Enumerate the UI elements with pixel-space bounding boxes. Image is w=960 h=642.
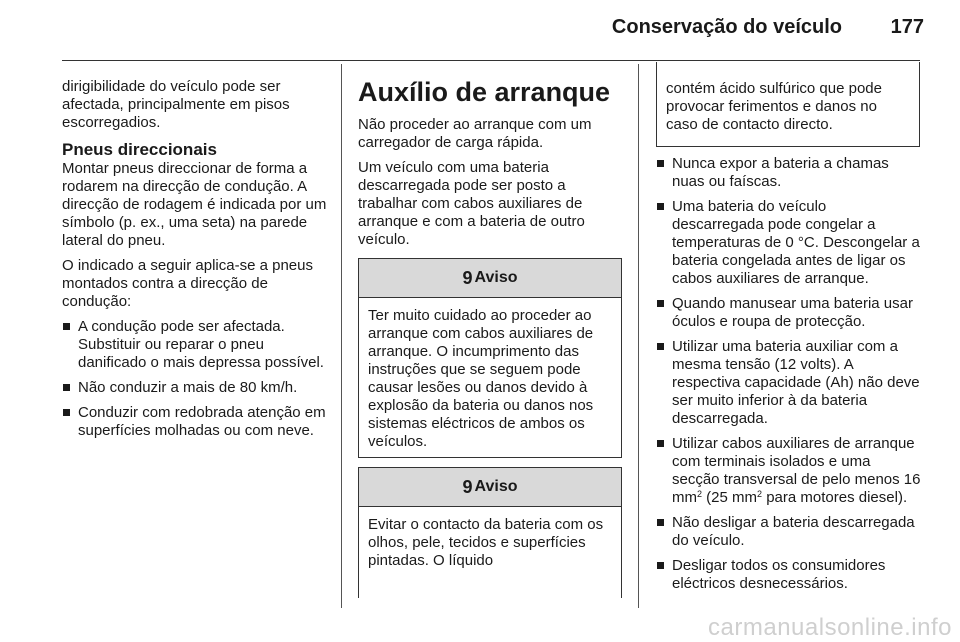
- jump-start-paragraph-2: Um veículo com uma bateria descarregada pode ser posto a trabalhar com cabos auxiliares de arranque e com a bateria de outro veículo.: [358, 159, 585, 248]
- warning-header: [359, 259, 621, 298]
- directional-tyres-paragraph: Montar pneus direccionar de forma a rodarem na direcção de condução. A direcção de rodagem é indicada por um símbolo (p. ex., uma seta) na parede lateral do pneu.: [62, 160, 327, 249]
- list-item: A condução pode ser afectada. Substituir ou reparar o pneu danificado o mais depressa possível.: [62, 318, 328, 372]
- warning-triangle-icon: 9: [462, 267, 473, 288]
- bullet-square-icon: [657, 160, 664, 167]
- list-item: Uma bateria do veículo descarregada pode congelar a temperaturas de 0 °C. Descongelar a bateria congelada antes de ligar os cabos auxiliares de arranque.: [656, 198, 922, 288]
- warning-text-continued: contém ácido sulfúrico que pode provocar ferimentos e danos no caso de contacto directo.: [666, 80, 882, 133]
- bullet-square-icon: [657, 440, 664, 447]
- jump-start-paragraph-1: Não proceder ao arranque com um carregador de carga rápida.: [358, 116, 592, 151]
- warning-header: [359, 468, 621, 507]
- column-divider-1: [341, 64, 342, 608]
- bullet-square-icon: [657, 343, 664, 350]
- battery-bullet-list: [656, 155, 922, 593]
- header-divider: [62, 60, 920, 61]
- list-item: Nunca expor a bateria a chamas nuas ou faíscas.: [656, 155, 922, 191]
- bullet-square-icon: [63, 384, 70, 391]
- directional-tyres-heading: Pneus direccionais: [62, 140, 217, 159]
- warning-triangle-icon: 9: [462, 476, 473, 497]
- bullet-square-icon: [63, 323, 70, 330]
- bullet-square-icon: [63, 409, 70, 416]
- page-number: 177: [890, 16, 924, 38]
- warning-label: Aviso: [474, 478, 518, 495]
- column-divider-2: [638, 64, 639, 608]
- section-title: Conservação do veículo: [611, 16, 842, 38]
- warning-text: Ter muito cuidado ao proceder ao arranque com cabos auxiliares de arranque. O incumprimento das instruções que se seguem pode causar lesões ou danos devido à explosão da bateria ou danos nos sistemas eléctricos de ambos os veículos.: [368, 307, 594, 450]
- column-2: [358, 76, 622, 256]
- column-3: [656, 155, 922, 600]
- list-item: Desligar todos os consumidores eléctricos desnecessários.: [656, 557, 922, 593]
- watermark-url: carmanualsonline.info: [708, 614, 952, 641]
- bullet-square-icon: [657, 519, 664, 526]
- intro-paragraph: dirigibilidade do veículo pode ser afectada, principalmente em pisos escorregadios.: [62, 78, 290, 131]
- warning-box-1: [358, 258, 622, 458]
- warning-box-2: [358, 467, 622, 598]
- list-item: Não desligar a bateria descarregada do veículo.: [656, 514, 922, 550]
- list-item: Utilizar cabos auxiliares de arranque com terminais isolados e uma secção transversal de pelo menos 16 $mm^2$ (25 $mm^2$ para motores diesel).: [656, 435, 922, 507]
- list-item: Conduzir com redobrada atenção em superfícies molhadas ou com neve.: [62, 404, 328, 440]
- warning-label: Aviso: [474, 269, 518, 286]
- list-item: Quando manusear uma bateria usar óculos e roupa de protecção.: [656, 295, 922, 331]
- column-1: [62, 78, 328, 447]
- list-item: Utilizar uma bateria auxiliar com a mesma tensão (12 volts). A respectiva capacidade (Ah) não deve ser muito inferior à da bateria descarregada.: [656, 338, 922, 428]
- jump-start-title: Auxílio de arranque: [358, 77, 611, 107]
- warning-text: Evitar o contacto da bateria com os olhos, pele, tecidos e superfícies pintadas. O líquido: [368, 516, 604, 569]
- warning-box-continued: [656, 62, 920, 147]
- tyre-bullet-list: [62, 318, 328, 440]
- bullet-square-icon: [657, 300, 664, 307]
- bullet-square-icon: [657, 203, 664, 210]
- reverse-mounted-paragraph: O indicado a seguir aplica-se a pneus montados contra a direcção de condução:: [62, 257, 313, 310]
- list-item: Não conduzir a mais de 80 km/h.: [62, 379, 328, 397]
- bullet-square-icon: [657, 562, 664, 569]
